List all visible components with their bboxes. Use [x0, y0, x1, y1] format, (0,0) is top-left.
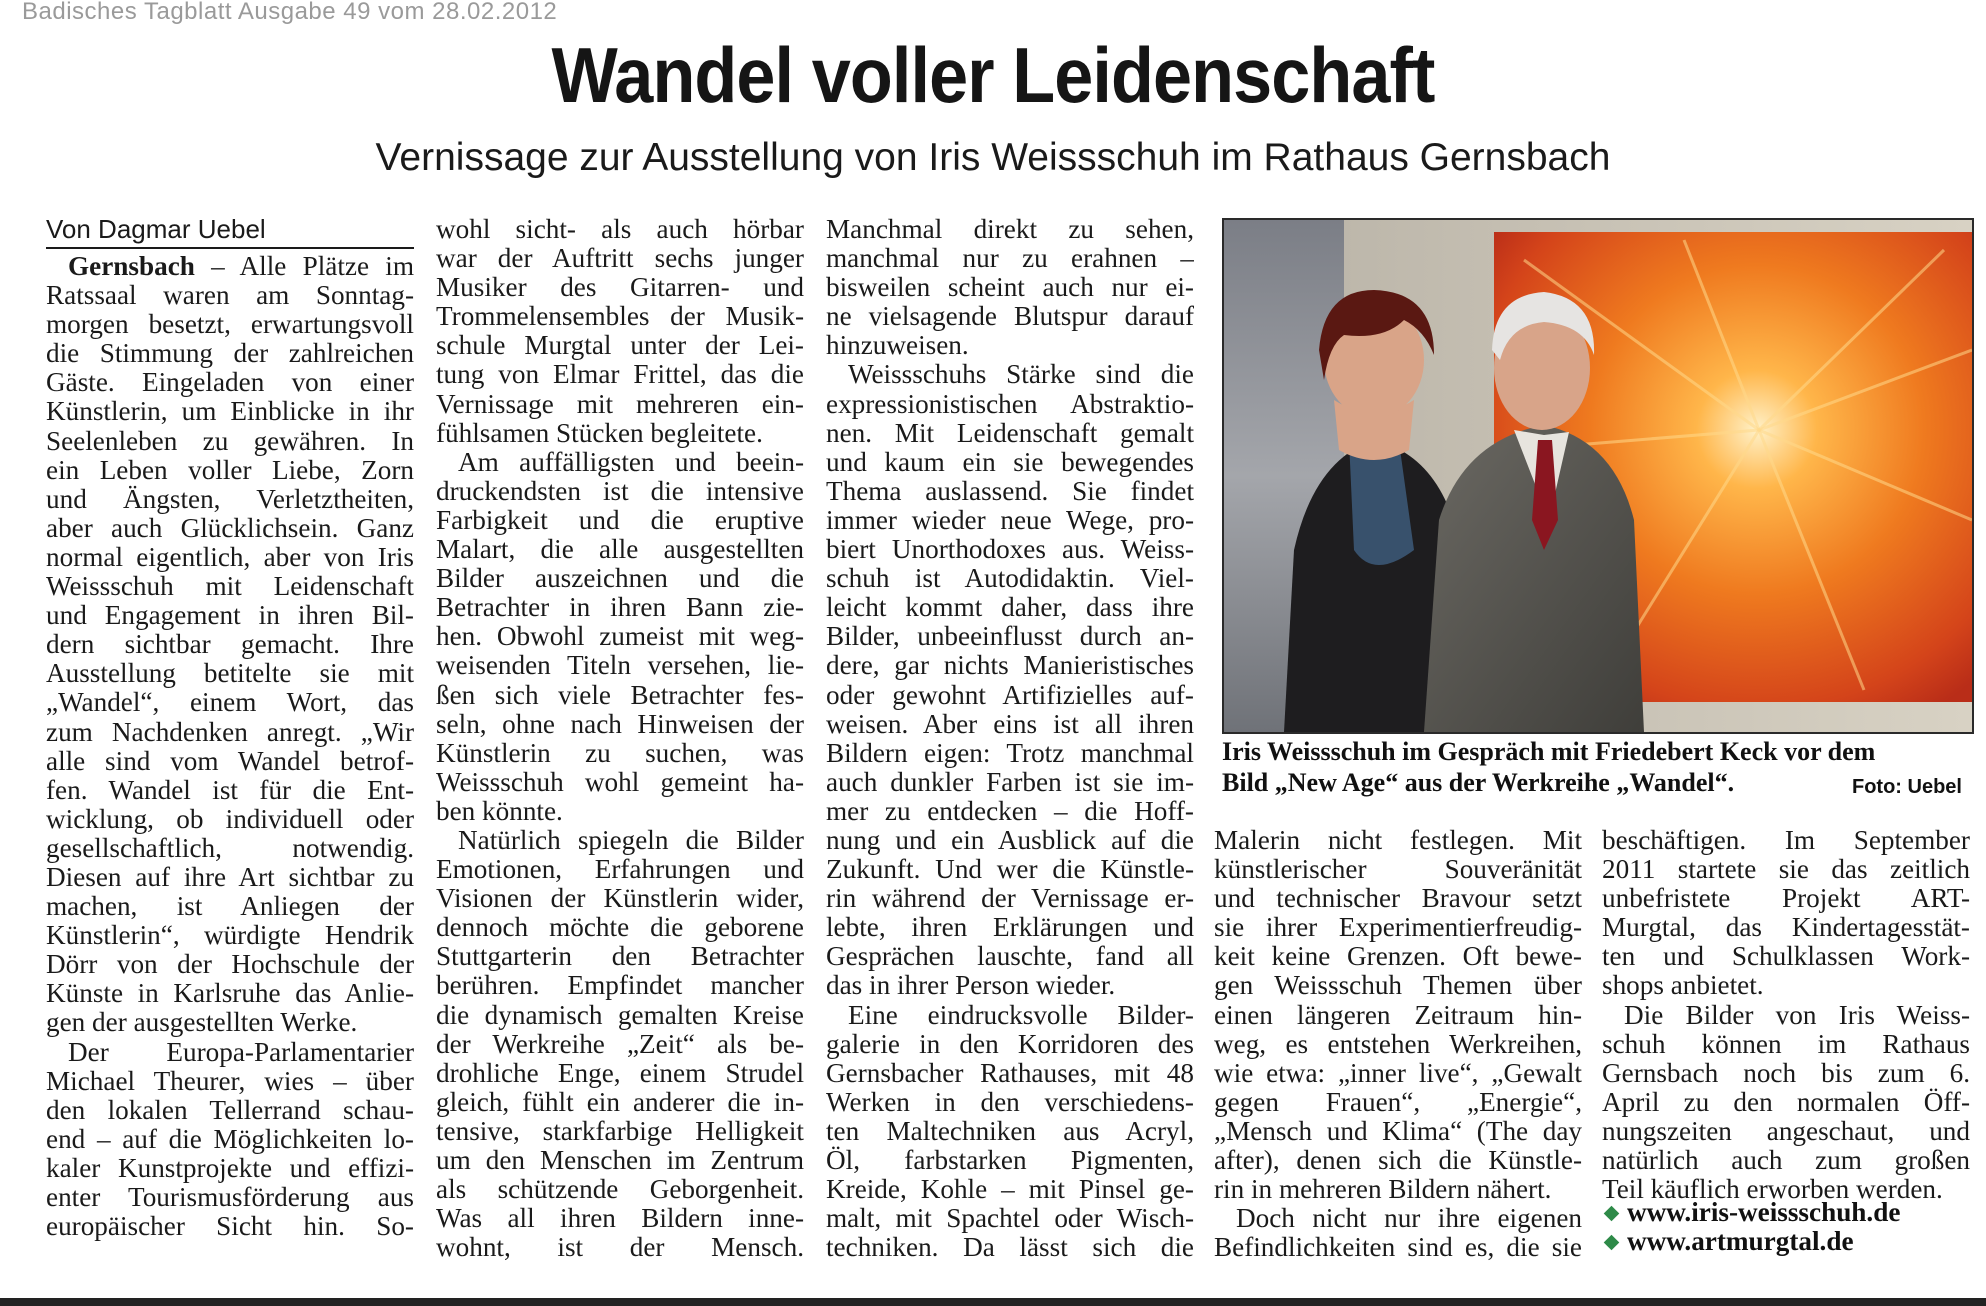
photo-credit: Foto: Uebel	[1852, 776, 1962, 798]
article-line: Malart, die alle ausgestellten	[436, 534, 804, 565]
article-line: den lokalen Tellerrand schau-	[46, 1094, 414, 1125]
article-line: biert Unorthodoxes aus. Weiss-	[826, 534, 1194, 565]
article-line: Künstlerin“, würdigte Hendrik	[46, 920, 414, 951]
article-line: Vernissage mit mehreren ein-	[436, 388, 804, 419]
article-column-1	[46, 252, 414, 1241]
article-photo	[1222, 218, 1974, 734]
article-line: weisenden Titeln versehen, lie-	[436, 650, 804, 681]
article-line: berühren. Empfindet mancher	[436, 970, 804, 1001]
subheadline: Vernissage zur Ausstellung von Iris Weissschuh im Rathaus Gernsbach	[375, 136, 1611, 179]
article-line: Bilder auszeichnen und die	[436, 563, 804, 594]
article-line: dern sichtbar gemacht. Ihre	[46, 629, 414, 660]
article-line: europäischer Sicht hin. So-	[46, 1211, 414, 1242]
article-line: und technischer Bravour setzt	[1214, 883, 1582, 914]
article-line: expressionistischen Abstraktio-	[826, 388, 1194, 419]
article-line: hen. Obwohl zumeist mit weg-	[436, 621, 804, 652]
article-line: gleich, fühlt ein anderer die in-	[436, 1086, 804, 1117]
article-line: end – auf die Möglichkeiten lo-	[46, 1123, 414, 1154]
article-line: wicklung, ob individuell oder	[46, 803, 414, 834]
link-text: www.iris-weissschuh.de	[1627, 1197, 1901, 1227]
article-line: weg, es entstehen Werkreihen,	[1214, 1028, 1582, 1059]
article-line: gen der ausgestellten Werke.	[46, 1007, 358, 1038]
article-line: dennoch möchte die geborene	[436, 912, 804, 943]
article-line: after), denen sich die Künstle-	[1214, 1145, 1582, 1176]
byline: Von Dagmar Uebel	[46, 214, 414, 249]
article-line: Thema auslassend. Sie findet	[826, 475, 1194, 506]
article-line: lebte, ihren Erklärungen und	[826, 912, 1194, 943]
article-line: Farbigkeit und die eruptive	[436, 504, 804, 535]
article-line: natürlich auch zum großen	[1602, 1145, 1970, 1176]
article-line: 2011 startete sie das zeitlich	[1602, 854, 1970, 885]
article-line: zum Nachdenken anregt. „Wir	[46, 716, 414, 747]
article-line: nungszeiten angeschaut, und	[1602, 1115, 1970, 1146]
article-line: Natürlich spiegeln die Bilder	[458, 824, 804, 855]
article-line: war der Auftritt sechs junger	[436, 243, 804, 274]
article-line: künstlerischer Souveränität	[1214, 854, 1582, 885]
article-line: um den Menschen im Zentrum	[436, 1145, 804, 1175]
article-line: fen. Wandel ist für die Ent-	[46, 774, 414, 805]
article-line: wohl sicht- als auch hörbar	[436, 215, 804, 244]
article-line: beschäftigen. Im September	[1602, 826, 1970, 855]
article-line: malt, mit Spachtel oder Wisch-	[826, 1203, 1194, 1234]
article-line: Der Europa-Parlamentarier	[68, 1036, 414, 1067]
article-line: ein Leben voller Liebe, Zorn	[46, 454, 414, 485]
link-artmurgtal[interactable]	[1602, 1227, 1970, 1256]
article-line: mer zu entdecken – die Hoff-	[826, 795, 1194, 826]
article-column-2	[436, 215, 804, 1262]
article-line: und kaum ein sie bewegendes	[826, 446, 1194, 477]
article-line: weisen. Aber eins ist all ihren	[826, 708, 1194, 739]
photo-caption	[1222, 736, 1970, 798]
article-line: hinzuweisen.	[826, 330, 969, 361]
diamond-bullet-icon	[1604, 1235, 1620, 1251]
article-line: normal eigentlich, aber von Iris	[46, 541, 414, 572]
article-line: unbefristete Projekt ART-	[1602, 883, 1970, 914]
article-line: drohliche Enge, einem Strudel	[436, 1057, 804, 1088]
article-line: Musiker des Gitarren- und	[436, 272, 804, 303]
article-line: Betrachter in ihren Bann zie-	[436, 592, 804, 623]
article-line: gegen Frauen“, „Energie“,	[1214, 1086, 1582, 1117]
link-text: www.artmurgtal.de	[1627, 1226, 1854, 1257]
article-line: Stuttgarterin den Betrachter	[436, 941, 804, 972]
article-line: shops anbietet.	[1602, 970, 1764, 1001]
article-line: oder gewohnt Artifizielles auf-	[826, 679, 1194, 710]
article-line: Trommelensembles der Musik-	[436, 301, 804, 332]
article-line: druckendsten ist die intensive	[436, 475, 804, 506]
article-line: Emotionen, Erfahrungen und	[436, 854, 804, 885]
article-line: manchmal nur zu erahnen –	[826, 243, 1194, 274]
article-line: dere, gar nichts Manieristisches	[826, 650, 1194, 681]
article-line: Gernsbacher Rathauses, mit 48	[826, 1057, 1194, 1088]
article-line: Ausstellung betitelte sie mit	[46, 658, 414, 689]
article-line: Seelenleben zu gewähren. In	[46, 425, 414, 456]
article-line: Bilder, unbeeinflusst durch an-	[826, 621, 1194, 652]
article-line: rin in mehreren Bildern nähert.	[1214, 1174, 1552, 1205]
caption-line-1: Iris Weissschuh im Gespräch mit Friedebert Keck vor dem	[1222, 737, 1876, 766]
article-line: Visionen der Künstlerin wider,	[436, 883, 804, 914]
article-line: Murgtal, das Kindertagesstät-	[1602, 912, 1970, 943]
article-line: ten und Schulklassen Work-	[1602, 941, 1970, 972]
article-line: Teil käuflich erworben werden.	[1602, 1174, 1943, 1205]
article-line: das in ihrer Person wieder.	[826, 970, 1116, 1001]
article-line: Zukunft. Und wer die Künstle-	[826, 854, 1194, 885]
article-line: Befindlichkeiten sind es, die sie	[1214, 1232, 1582, 1263]
article-line: nung und ein Ausblick auf die	[826, 824, 1194, 855]
article-line: April zu den normalen Öff-	[1602, 1086, 1970, 1117]
article-line: ne vielsagende Blutspur darauf	[826, 301, 1194, 332]
article-line: Gernsbach – Alle Plätze im	[68, 252, 414, 281]
article-line: Dörr von der Hochschule der	[46, 949, 414, 980]
link-list	[1602, 1198, 1970, 1256]
article-line: Michael Theurer, wies – über	[46, 1065, 414, 1096]
article-line: der Werkreihe „Zeit“ als be-	[436, 1028, 804, 1059]
article-line: „Mensch und Klima“ (The day	[1214, 1115, 1582, 1146]
article-line: seln, ohne nach Hinweisen der	[436, 708, 804, 739]
article-line: schuh können im Rathaus	[1602, 1028, 1970, 1059]
article-line: ben könnte.	[436, 795, 563, 826]
link-iris-weissschuh[interactable]	[1602, 1198, 1970, 1227]
article-line: Weissschuh mit Leidenschaft	[46, 571, 414, 602]
article-column-4	[1214, 826, 1582, 1262]
article-line: Künstlerin, um Einblicke in ihr	[46, 396, 414, 427]
article-line: aber auch Glücklichsein. Ganz	[46, 512, 414, 543]
article-line: einen längeren Zeitraum hin-	[1214, 999, 1582, 1030]
article-line: tung von Elmar Frittel, das die	[436, 359, 804, 390]
article-line: auch dunkler Farben ist sie im-	[826, 766, 1194, 797]
article-line: Die Bilder von Iris Weiss-	[1624, 999, 1970, 1030]
article-line: Diesen auf ihre Art sichtbar zu	[46, 861, 414, 892]
article-line: als schützende Geborgenheit.	[436, 1174, 804, 1205]
article-line: und Ängsten, Verletztheiten,	[46, 483, 414, 514]
article-line: Öl, farbstarken Pigmenten,	[826, 1145, 1194, 1175]
article-line: sie ihrer Experimentierfreudig-	[1214, 912, 1582, 943]
article-line: Bildern eigen: Trotz manchmal	[826, 737, 1194, 768]
article-line: Weissschuhs Stärke sind die	[848, 359, 1194, 390]
article-line: schuh ist Autodidaktin. Viel-	[826, 563, 1194, 594]
article-line: Künste in Karlsruhe das Anlie-	[46, 978, 414, 1009]
article-line: alle sind vom Wandel betrof-	[46, 745, 414, 776]
article-column-5	[1602, 826, 1970, 1204]
article-line: keit keine Grenzen. Oft bewe-	[1214, 941, 1582, 972]
article-line: Kreide, Kohle – mit Pinsel ge-	[826, 1174, 1194, 1205]
article-line: enter Tourismusförderung aus	[46, 1182, 414, 1212]
article-line: fühlsamen Stücken begleitete.	[436, 417, 763, 448]
article-line: machen, ist Anliegen der	[46, 891, 414, 922]
article-line: und Engagement in ihren Bil-	[46, 600, 414, 631]
article-line: Am auffälligsten und beein-	[458, 446, 804, 477]
article-line: leicht kommt daher, dass ihre	[826, 592, 1194, 623]
article-line: kaler Kunstprojekte und effizi-	[46, 1152, 414, 1183]
article-line: Eine eindrucksvolle Bilder-	[848, 999, 1194, 1030]
headline: Wandel voller Leidenschaft	[551, 31, 1435, 119]
article-line: techniken. Da lässt sich die	[826, 1232, 1194, 1263]
article-line: nen. Mit Leidenschaft gemalt	[826, 417, 1194, 448]
article-line: die Stimmung der zahlreichen	[46, 338, 414, 369]
article-line: Malerin nicht festlegen. Mit	[1214, 826, 1582, 855]
article-line: wie etwa: „inner live“, „Gewalt	[1214, 1057, 1582, 1088]
article-line: Doch nicht nur ihre eigenen	[1236, 1203, 1582, 1234]
article-line: Weissschuh wohl gemeint ha-	[436, 766, 804, 797]
article-line: gesellschaftlich, notwendig.	[46, 832, 414, 863]
article-line: Was all ihren Bildern inne-	[436, 1203, 804, 1234]
article-line: Manchmal direkt zu sehen,	[826, 215, 1194, 244]
article-line: tensive, starkfarbige Helligkeit	[436, 1115, 804, 1146]
article-line: „Wandel“, einem Wort, das	[46, 687, 414, 718]
article-line: galerie in den Korridoren des	[826, 1028, 1194, 1059]
article-line: gen Weissschuh Themen über	[1214, 970, 1582, 1001]
article-line: Gäste. Eingeladen von einer	[46, 367, 414, 398]
article-line: Werken in den verschiedens-	[826, 1086, 1194, 1117]
article-line: bisweilen scheint auch nur ei-	[826, 272, 1194, 303]
page-bottom-rule	[0, 1298, 1986, 1306]
article-line: immer wieder neue Wege, pro-	[826, 504, 1194, 535]
article-line: rin während der Vernissage er-	[826, 883, 1194, 914]
article-line: Künstlerin zu suchen, was	[436, 737, 804, 768]
article-line: ten Maltechniken aus Acryl,	[826, 1115, 1194, 1146]
source-line: Badisches Tagblatt Ausgabe 49 vom 28.02.2012	[22, 0, 558, 25]
article-line: schule Murgtal unter der Lei-	[436, 330, 804, 361]
article-line: Gernsbach noch bis zum 6.	[1602, 1057, 1970, 1088]
diamond-bullet-icon	[1604, 1205, 1620, 1221]
article-line: die dynamisch gemalten Kreise	[436, 999, 804, 1030]
caption-line-2: Bild „New Age“ aus der Werkreihe „Wandel“.	[1222, 768, 1735, 797]
article-line: morgen besetzt, erwartungsvoll	[46, 309, 414, 340]
article-line: Ratssaal waren am Sonntag-	[46, 280, 414, 311]
article-line: ßen sich viele Betrachter fes-	[436, 679, 804, 710]
article-line: Gesprächen lauschte, fand all	[826, 941, 1194, 972]
article-line: wohnt, ist der Mensch.	[436, 1232, 804, 1263]
article-column-3	[826, 215, 1194, 1262]
